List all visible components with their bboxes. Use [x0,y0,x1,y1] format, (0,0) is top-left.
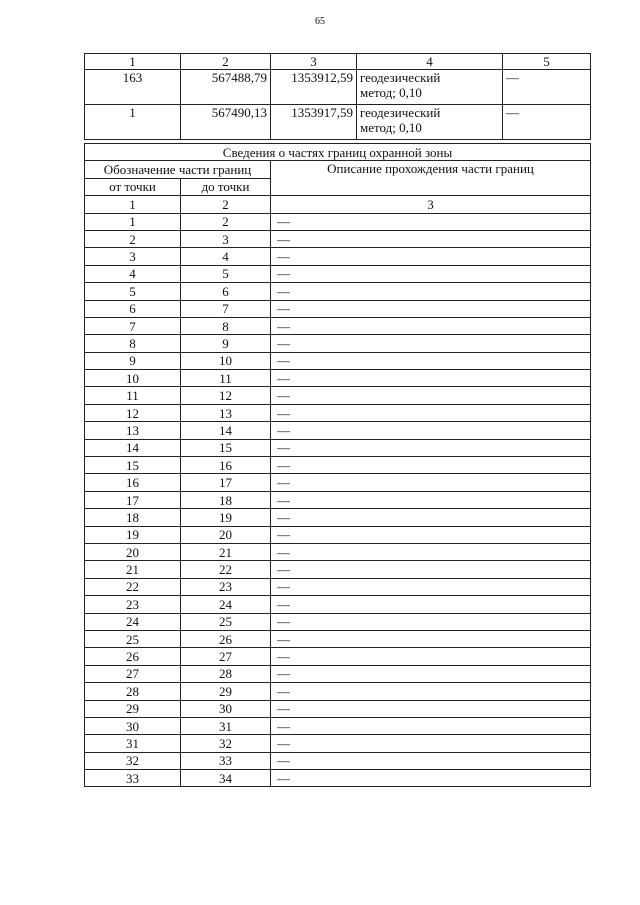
to-point: 7 [181,300,271,317]
description: — [271,735,591,752]
from-point: 30 [85,717,181,734]
coord-y: 1353917,59 [271,105,357,140]
to-point-header: до точки [181,178,271,195]
table-row [85,578,591,595]
description: — [271,317,591,334]
table-row [85,404,591,421]
from-point: 19 [85,526,181,543]
from-point: 12 [85,404,181,421]
description: — [271,770,591,787]
to-point: 31 [181,717,271,734]
to-point: 19 [181,509,271,526]
description: — [271,717,591,734]
from-point: 1 [85,213,181,230]
table-row [85,248,591,265]
to-point: 26 [181,630,271,647]
table-row [85,265,591,282]
to-point: 30 [181,700,271,717]
to-point: 4 [181,248,271,265]
description: — [271,648,591,665]
from-point: 27 [85,665,181,682]
table-row [85,213,591,230]
from-point-header: от точки [85,178,181,195]
from-point: 31 [85,735,181,752]
from-point: 16 [85,474,181,491]
from-point: 25 [85,630,181,647]
description: — [271,596,591,613]
table-row [85,561,591,578]
method-line-2: метод; 0,10 [360,120,422,135]
description: — [271,248,591,265]
table-row [85,770,591,787]
to-point: 13 [181,404,271,421]
method-line-1: геодезический [360,70,441,85]
to-point: 9 [181,335,271,352]
from-point: 28 [85,683,181,700]
coordinates-table [84,53,591,140]
table-row [85,752,591,769]
description: — [271,213,591,230]
to-point: 3 [181,230,271,247]
table-row [85,422,591,439]
method-cell [357,70,503,105]
description: — [271,352,591,369]
from-point: 33 [85,770,181,787]
method-line-1: геодезический [360,105,441,120]
to-point: 23 [181,578,271,595]
description: — [271,387,591,404]
table-row [85,543,591,560]
col-number-3: 3 [271,196,591,213]
table-row [85,283,591,300]
point-number: 1 [85,105,181,140]
table-row [85,596,591,613]
from-point: 11 [85,387,181,404]
coordinates-header-row [85,54,591,70]
from-point: 24 [85,613,181,630]
coord-x: 567490,13 [181,105,271,140]
parts-title: Сведения о частях границ охранной зоны [85,144,591,161]
from-point: 8 [85,335,181,352]
table-row [85,630,591,647]
description: — [271,665,591,682]
table-row [85,717,591,734]
table-row [85,735,591,752]
header-col-2: 2 [181,54,271,70]
table-row [85,474,591,491]
to-point: 28 [181,665,271,682]
from-point: 18 [85,509,181,526]
table-row [85,457,591,474]
coordinates-row [85,105,591,140]
table-row [85,387,591,404]
description: — [271,457,591,474]
description: — [271,578,591,595]
table-row [85,352,591,369]
description: — [271,526,591,543]
description: — [271,683,591,700]
description: — [271,752,591,769]
from-point: 13 [85,422,181,439]
description: — [271,543,591,560]
table-row [85,370,591,387]
coord-x: 567488,79 [181,70,271,105]
parts-header-row [85,161,591,178]
from-point: 22 [85,578,181,595]
to-point: 10 [181,352,271,369]
designation-header: Обозначение части границ [85,161,271,178]
header-col-1: 1 [85,54,181,70]
table-row [85,317,591,334]
parts-title-row [85,144,591,161]
from-point: 5 [85,283,181,300]
from-point: 15 [85,457,181,474]
page-number: 65 [315,16,325,27]
table-row [85,335,591,352]
from-point: 23 [85,596,181,613]
to-point: 8 [181,317,271,334]
description: — [271,474,591,491]
to-point: 21 [181,543,271,560]
from-point: 14 [85,439,181,456]
from-point: 2 [85,230,181,247]
table-row [85,700,591,717]
to-point: 25 [181,613,271,630]
description: — [271,404,591,421]
from-point: 17 [85,491,181,508]
description: — [271,283,591,300]
description: — [271,613,591,630]
description: — [271,509,591,526]
table-row [85,491,591,508]
from-point: 21 [85,561,181,578]
to-point: 15 [181,439,271,456]
to-point: 33 [181,752,271,769]
description: — [271,265,591,282]
to-point: 34 [181,770,271,787]
table-row [85,526,591,543]
description: — [271,335,591,352]
header-col-4: 4 [357,54,503,70]
description: — [271,300,591,317]
header-col-5: 5 [503,54,591,70]
table-row [85,613,591,630]
to-point: 29 [181,683,271,700]
parts-col-number-row [85,196,591,213]
method-cell [357,105,503,140]
to-point: 12 [181,387,271,404]
to-point: 18 [181,491,271,508]
to-point: 16 [181,457,271,474]
description: — [271,491,591,508]
coordinates-row [85,70,591,105]
table-row [85,439,591,456]
table-row [85,300,591,317]
description: — [271,561,591,578]
to-point: 27 [181,648,271,665]
to-point: 32 [181,735,271,752]
to-point: 24 [181,596,271,613]
to-point: 20 [181,526,271,543]
boundary-parts-table [84,143,591,787]
from-point: 32 [85,752,181,769]
to-point: 2 [181,213,271,230]
description: — [271,370,591,387]
note-cell: — [503,70,591,105]
description: — [271,230,591,247]
coord-y: 1353912,59 [271,70,357,105]
to-point: 6 [181,283,271,300]
point-number: 163 [85,70,181,105]
from-point: 6 [85,300,181,317]
col-number-2: 2 [181,196,271,213]
table-row [85,683,591,700]
from-point: 26 [85,648,181,665]
to-point: 5 [181,265,271,282]
description: — [271,422,591,439]
from-point: 7 [85,317,181,334]
from-point: 20 [85,543,181,560]
to-point: 14 [181,422,271,439]
method-line-2: метод; 0,10 [360,85,422,100]
from-point: 29 [85,700,181,717]
to-point: 22 [181,561,271,578]
from-point: 10 [85,370,181,387]
header-col-3: 3 [271,54,357,70]
from-point: 3 [85,248,181,265]
description: — [271,700,591,717]
from-point: 4 [85,265,181,282]
table-row [85,509,591,526]
description-header: Описание прохождения части границ [271,161,591,196]
description: — [271,439,591,456]
table-row [85,665,591,682]
to-point: 11 [181,370,271,387]
description: — [271,630,591,647]
from-point: 9 [85,352,181,369]
table-row [85,230,591,247]
to-point: 17 [181,474,271,491]
table-row [85,648,591,665]
col-number-1: 1 [85,196,181,213]
note-cell: — [503,105,591,140]
